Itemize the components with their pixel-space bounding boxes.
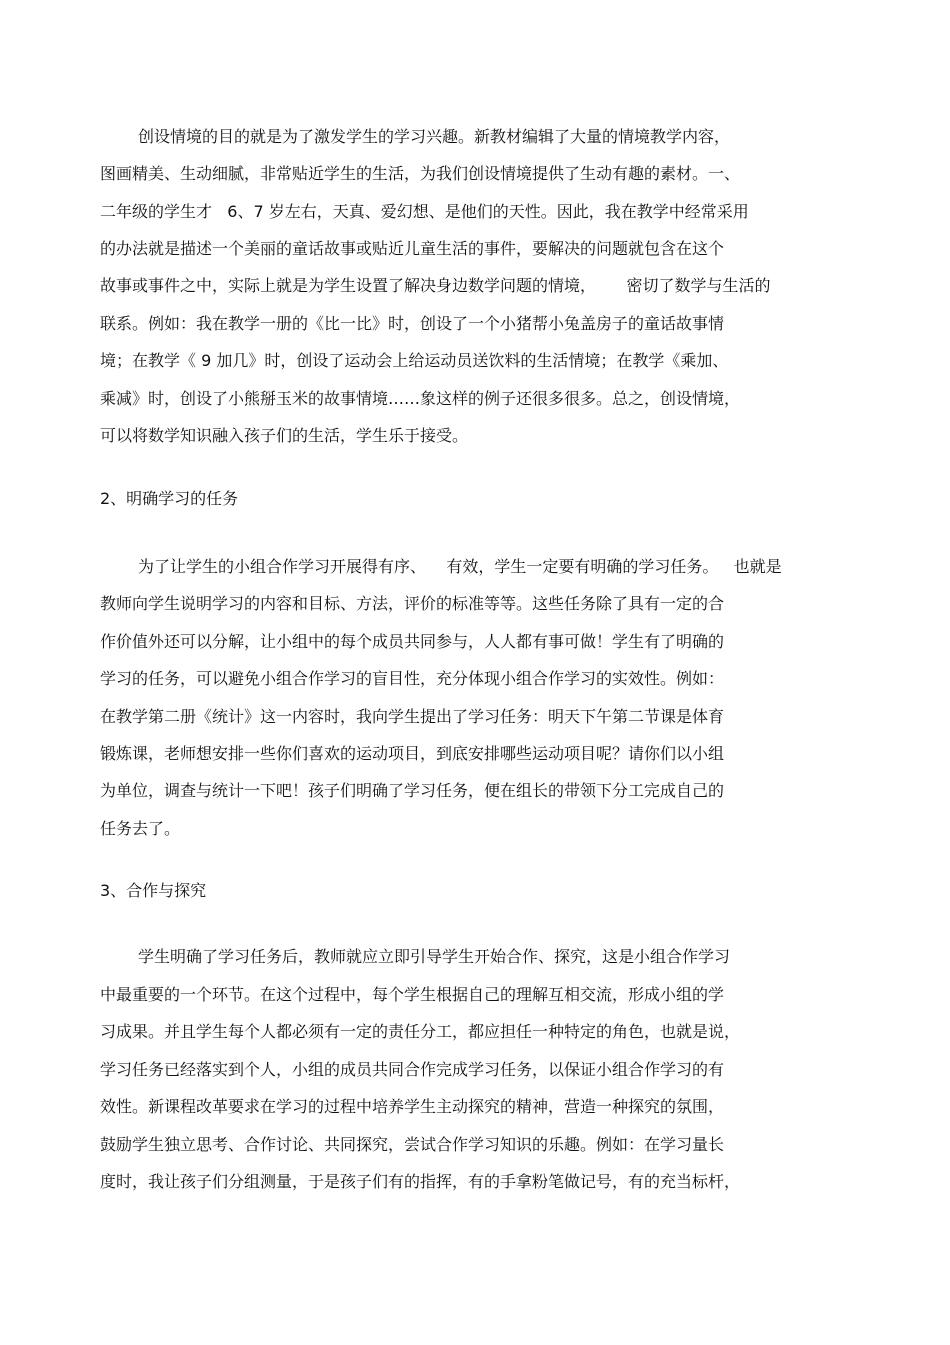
paragraph-3-line-1: 学生明确了学习任务后，教师就应立即引导学生开始合作、探究，这是小组合作学习	[138, 947, 731, 966]
paragraph-1-line-4: 的办法就是描述一个美丽的童话故事或贴近儿童生活的事件，要解决的问题就包含在这个	[100, 239, 725, 258]
paragraph-1-line-1: 创设情境的目的就是为了激发学生的学习兴趣。新教材编辑了大量的情境教学内容，	[138, 127, 731, 146]
paragraph-1-line-5: 故事或事件之中，实际上就是为学生设置了解决身边数学问题的情境， 密切了数学与生活的	[100, 276, 771, 295]
paragraph-3-line-2: 中最重要的一个环节。在这个过程中，每个学生根据自己的理解互相交流，形成小组的学	[100, 985, 725, 1004]
paragraph-1-line-8: 乘减》时，创设了小熊掰玉米的故事情境……象这样的例子还很多很多。总之，创设情境，	[100, 389, 741, 408]
paragraph-3-line-3: 习成果。并且学生每个人都必须有一定的责任分工，都应担任一种特定的角色，也就是说，	[100, 1022, 741, 1041]
paragraph-2-line-1: 为了让学生的小组合作学习开展得有序、 有效，学生一定要有明确的学习任务。 也就是	[138, 557, 782, 576]
paragraph-2-line-4: 学习的任务，可以避免小组合作学习的盲目性，充分体现小组合作学习的实效性。例如：	[100, 669, 725, 688]
paragraph-1-line-3: 二年级的学生才 6、7 岁左右，天真、爱幻想、是他们的天性。因此，我在教学中经常采用	[100, 202, 749, 221]
paragraph-2-line-7: 为单位，调查与统计一下吧！孩子们明确了学习任务，便在组长的带领下分工完成自己的	[100, 781, 725, 800]
paragraph-1-line-2: 图画精美、生动细腻，非常贴近学生的生活，为我们创设情境提供了生动有趣的素材。一、	[100, 164, 741, 183]
paragraph-3-line-6: 鼓励学生独立思考、合作讨论、共同探究，尝试合作学习知识的乐趣。例如：在学习量长	[100, 1135, 725, 1154]
paragraph-3-line-5: 效性。新课程改革要求在学习的过程中培养学生主动探究的精神，营造一种探究的氛围，	[100, 1097, 725, 1116]
paragraph-2-line-2: 教师向学生说明学习的内容和目标、方法，评价的标准等等。这些任务除了具有一定的合	[100, 594, 725, 613]
paragraph-2-line-3: 作价值外还可以分解，让小组中的每个成员共同参与，人人都有事可做！学生有了明确的	[100, 632, 725, 651]
section-heading-2: 2、明确学习的任务	[100, 489, 239, 508]
paragraph-1-line-6: 联系。例如：我在教学一册的《比一比》时，创设了一个小猪帮小兔盖房子的童话故事情	[100, 314, 725, 333]
paragraph-3-line-4: 学习任务已经落实到个人，小组的成员共同合作完成学习任务，以保证小组合作学习的有	[100, 1060, 725, 1079]
paragraph-1-line-7: 境；在教学《 9 加几》时，创设了运动会上给运动员送饮料的生活情境；在教学《乘加、	[100, 351, 729, 370]
paragraph-3-line-7: 度时，我让孩子们分组测量，于是孩子们有的指挥，有的手拿粉笔做记号，有的充当标杆，	[100, 1172, 741, 1191]
paragraph-1-line-9: 可以将数学知识融入孩子们的生活，学生乐于接受。	[100, 426, 469, 445]
paragraph-2-line-5: 在教学第二册《统计》这一内容时，我向学生提出了学习任务：明天下午第二节课是体育	[100, 707, 725, 726]
paragraph-2-line-6: 锻炼课，老师想安排一些你们喜欢的运动项目，到底安排哪些运动项目呢？请你们以小组	[100, 744, 725, 763]
section-heading-3: 3、合作与探究	[100, 881, 207, 900]
paragraph-2-line-8: 任务去了。	[100, 819, 181, 838]
